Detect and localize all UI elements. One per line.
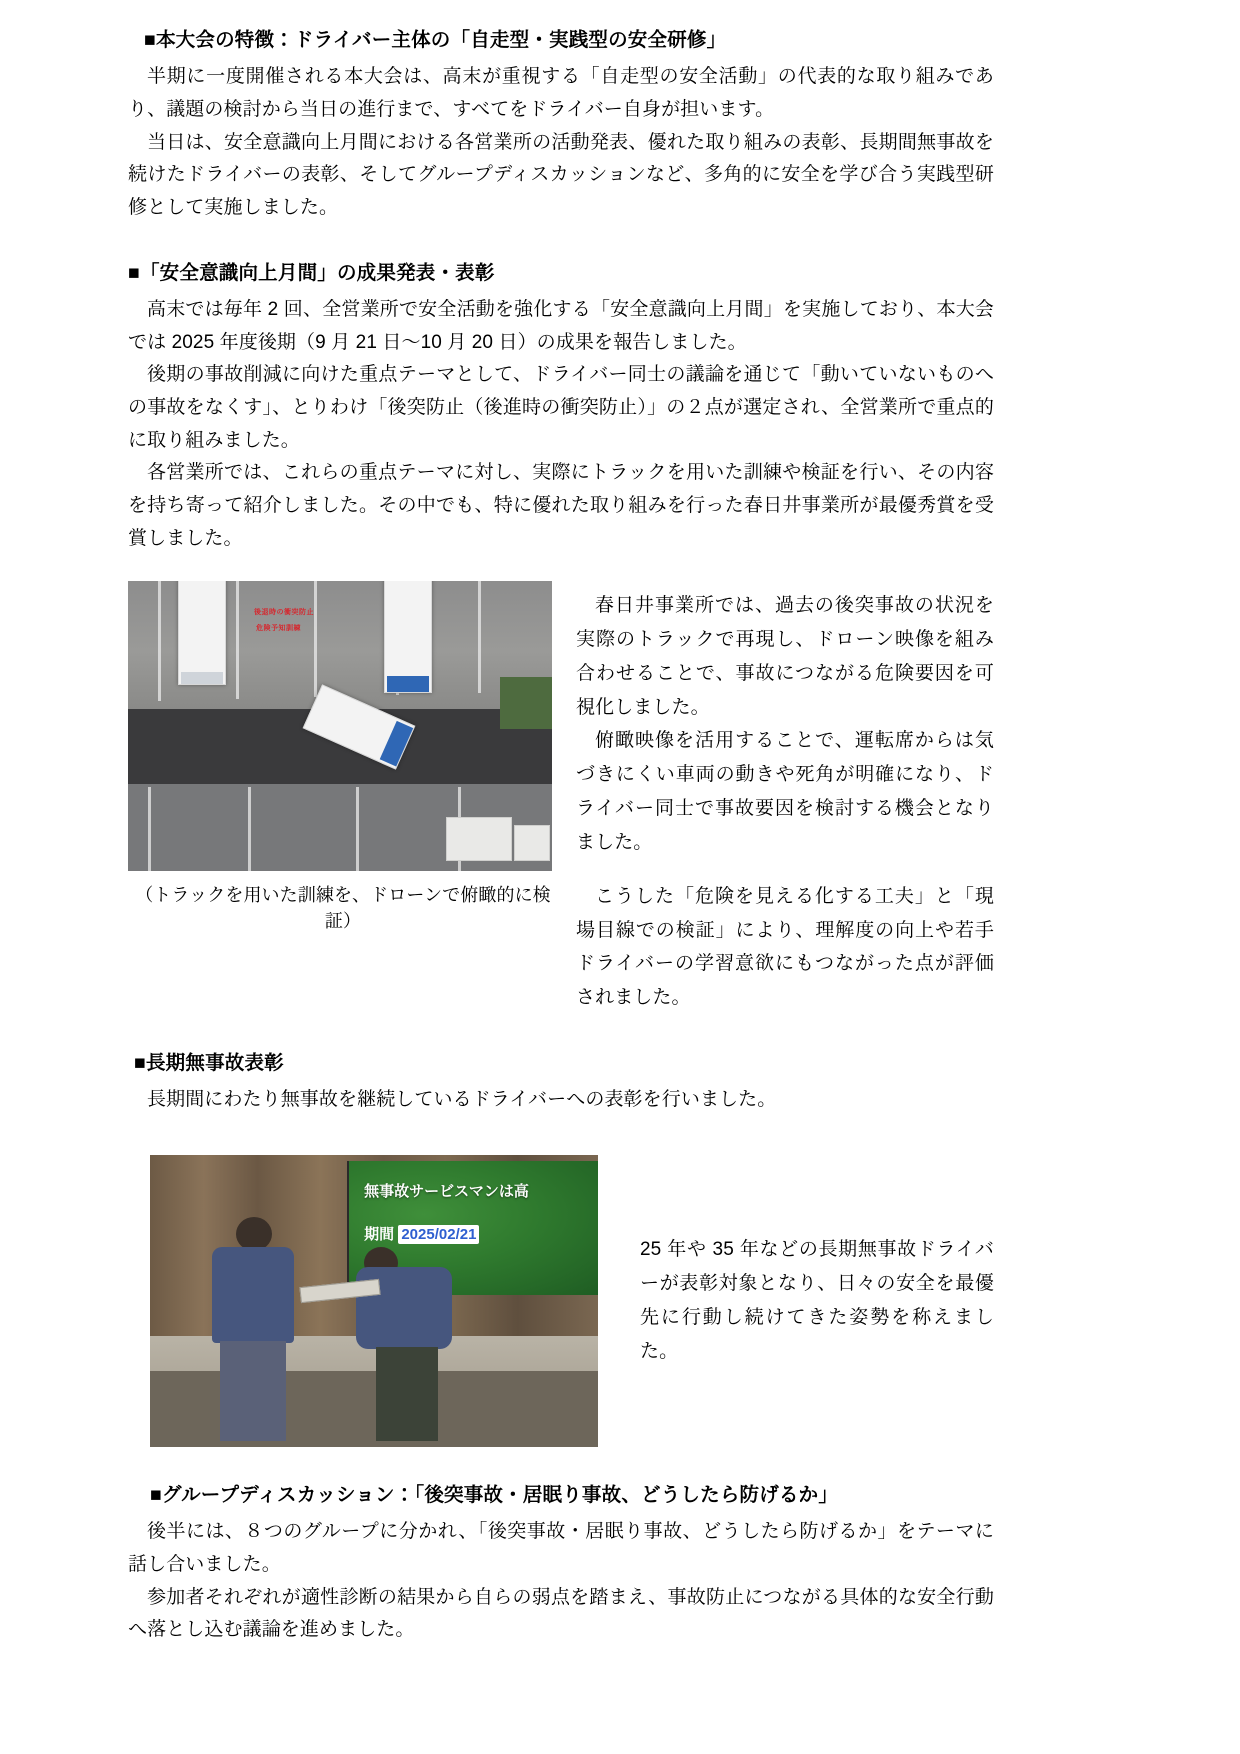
lot-marking <box>158 581 161 701</box>
figure-award-side-text <box>620 1155 994 1370</box>
lot-marking <box>478 581 481 693</box>
screen-period-value: 2025/02/21 <box>398 1225 479 1244</box>
photo-stage-front <box>150 1371 598 1447</box>
lot-marking <box>148 787 151 871</box>
spacer <box>128 1015 994 1049</box>
photo-truck-1 <box>178 581 226 685</box>
photo-truck-2 <box>384 581 432 693</box>
section-long-term-award-heading: ■長期無事故表彰 <box>134 1051 284 1074</box>
figure-drone-row <box>128 581 994 1015</box>
section-group-discussion <box>128 1481 994 1647</box>
figure-award-column <box>128 1155 620 1447</box>
drone-photo <box>128 581 552 871</box>
photo-truck-cab <box>181 672 223 684</box>
photo-person-2-legs <box>376 1347 438 1441</box>
section-results <box>128 259 994 556</box>
photo-person-1-body <box>212 1247 294 1343</box>
award-photo <box>150 1155 598 1447</box>
spacer <box>128 1447 994 1481</box>
drone-side-paragraph-2: 俯瞰映像を活用することで、運転席からは気づきにくい車両の動きや死角が明確になり、ドライバー同士で事故要因を検討する機会となりました。 <box>576 730 994 853</box>
spacer <box>576 860 994 880</box>
photo-person-1-head <box>236 1217 272 1251</box>
section-features-paragraph-1: 半期に一度開催される本大会は、高末が重視する「自走型の安全活動」の代表的な取り組みであり、議題の検討から当日の進行まで、すべてをドライバー自身が担います。 <box>128 66 994 120</box>
document-content <box>128 26 994 1647</box>
section-features <box>128 26 994 225</box>
screen-subline <box>364 1223 479 1244</box>
photo-person-1-legs <box>220 1341 286 1441</box>
lot-marking <box>248 787 251 871</box>
spacer <box>128 225 994 259</box>
section-long-term-award <box>128 1049 994 1117</box>
figure-drone-side-text <box>558 581 994 1015</box>
figure-award-row <box>128 1155 994 1447</box>
lot-marking <box>314 581 317 697</box>
award-side-paragraph: 25 年や 35 年などの長期無事故ドライバーが表彰対象となり、日々の安全を最優先に行動し続けてきた姿勢を称えました。 <box>640 1238 994 1363</box>
section-results-paragraph-3: 各営業所では、これらの重点テーマに対し、実際にトラックを用いた訓練や検証を行い、その内容を持ち寄って紹介しました。その中でも、特に優れた取り組みを行った春日井事業所が最優秀賞を受賞しました。 <box>128 462 994 549</box>
section-long-term-award-paragraph: 長期間にわたり無事故を継続しているドライバーへの表彰を行いました。 <box>147 1089 777 1111</box>
section-features-heading: ■本大会の特徴：ドライバー主体の「自走型・実践型の安全研修」 <box>144 29 727 51</box>
photo-structure <box>514 825 550 861</box>
lot-marking <box>236 581 239 699</box>
drone-side-paragraph-3: こうした「危険を見える化する工夫」と「現場目線での検証」により、理解度の向上や若手ドライバーの学習意欲にもつながった点が評価されました。 <box>576 885 994 1009</box>
section-results-paragraph-1: 高末では毎年 2 回、全営業所で安全活動を強化する「安全意識向上月間」を実施しており、本大会では 2025 年度後期（9 月 21 日～10 月 20 日）の成果を報告しました。 <box>128 298 994 353</box>
lot-marking <box>356 787 359 871</box>
section-results-heading: ■「安全意識向上月間」の成果発表・表彰 <box>128 261 495 284</box>
screen-period-label: 期間 <box>364 1225 395 1243</box>
photo-overlay-text-2: 危険予知訓練 <box>256 625 301 633</box>
drone-side-paragraph-1: 春日井事業所では、過去の後突事故の状況を実際のトラックで再現し、ドローン映像を組み合わせることで、事故につながる危険要因を可視化しました。 <box>576 595 994 718</box>
drone-photo-caption: （トラックを用いた訓練を、ドローンで俯瞰的に検証） <box>135 885 551 932</box>
photo-truck-cab <box>387 676 429 692</box>
photo-grass-patch <box>500 677 552 729</box>
photo-structure <box>446 817 512 861</box>
section-group-discussion-heading: ■グループディスカッション：「後突事故・居眠り事故、どうしたら防げるか」 <box>150 1483 839 1506</box>
section-results-paragraph-2: 後期の事故削減に向けた重点テーマとして、ドライバー同士の議論を通じて「動いていないものへの事故をなくす」、とりわけ「後突防止（後進時の衝突防止）」の２点が選定され、全営業所で重点的に取り組みました。 <box>128 364 994 451</box>
figure-drone-column <box>128 581 558 933</box>
section-group-discussion-paragraph-1: 後半には、８つのグループに分かれ、「後突事故・居眠り事故、どうしたら防げるか」をテーマに話し合いました。 <box>128 1521 994 1575</box>
section-group-discussion-paragraph-2: 参加者それぞれが適性診断の結果から自らの弱点を踏まえ、事故防止につながる具体的な安全行動へ落とし込む議論を進めました。 <box>128 1586 994 1641</box>
section-features-paragraph-2: 当日は、安全意識向上月間における各営業所の活動発表、優れた取り組みの表彰、長期間無事故を続けたドライバーの表彰、そしてグループディスカッションなど、多角的に安全を学び合う実践型研修として実施しました。 <box>128 131 994 218</box>
photo-overlay-text-1: 後退時の衝突防止 <box>254 609 314 617</box>
screen-headline: 無事故サービスマンは高 <box>364 1182 529 1200</box>
